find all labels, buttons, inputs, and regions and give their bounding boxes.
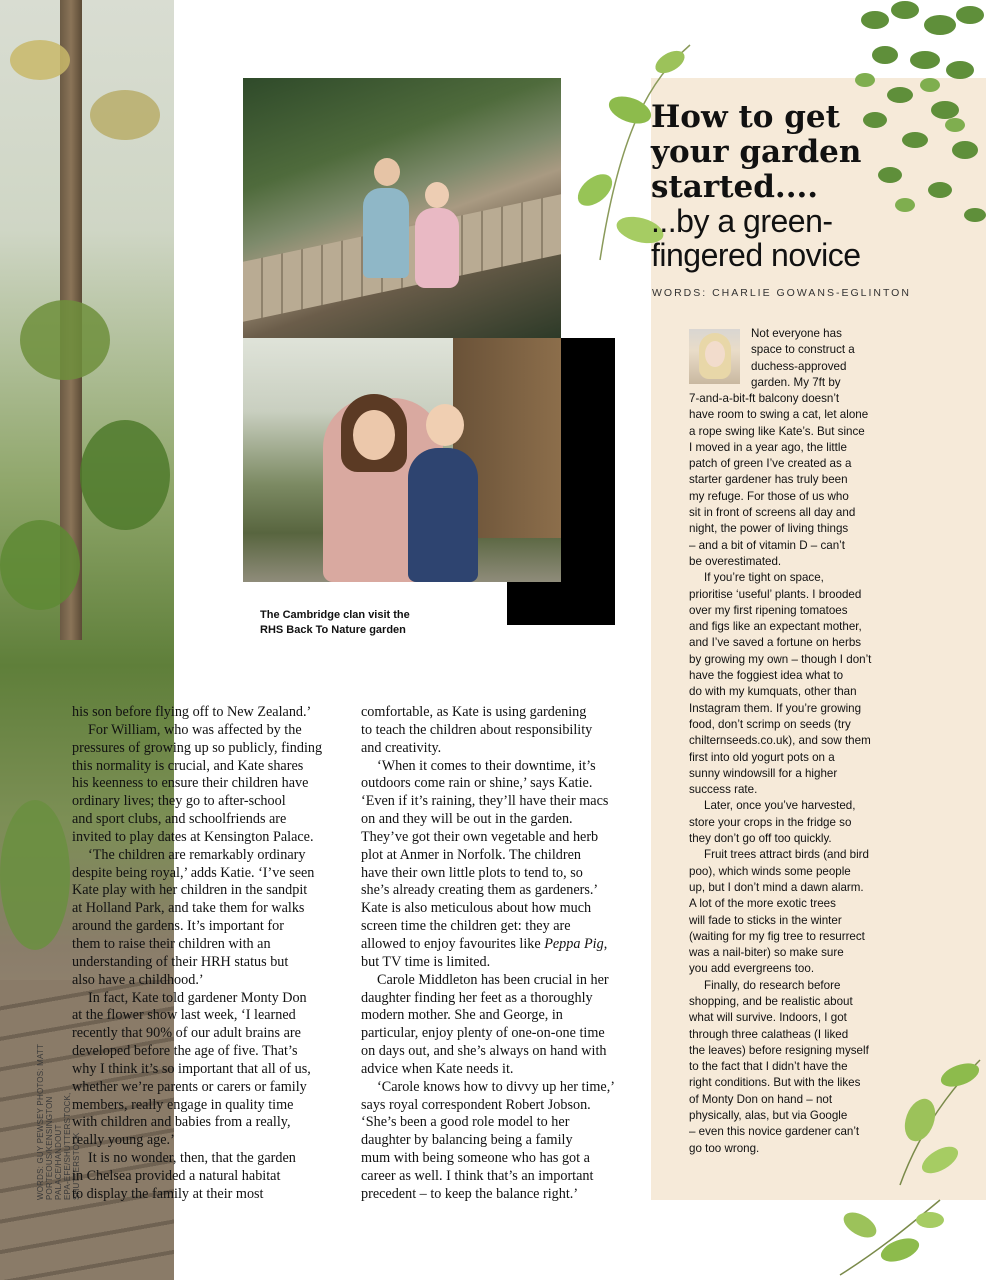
text-line: It is no wonder, then, that the garden [88, 1150, 296, 1167]
sidebar-body [689, 391, 899, 1157]
text-line: (waiting for my fig tree to resurrect [689, 929, 865, 943]
text-line: with children and babies from a really, [72, 1114, 291, 1131]
text-line: particular, enjoy plenty of one-on-one time [361, 1025, 605, 1042]
text-line: will fade to sticks in the winter [689, 913, 842, 927]
text-line: chilternseeds.co.uk), and sow them [689, 734, 871, 748]
text-line: really young age.’ [72, 1132, 175, 1149]
text-line: on and they will be out in the garden. [361, 811, 573, 828]
text-line: was a nail-biter) so make sure [689, 946, 844, 960]
text-line: ‘When it comes to their downtime, it’s [377, 757, 596, 774]
paragraph [72, 847, 354, 990]
headline-line: your garden [651, 134, 862, 170]
text-line: Kate play with her children in the sandpit [72, 882, 308, 899]
author-avatar [689, 329, 740, 384]
foliage [20, 300, 110, 380]
credit-line: PORTEOUS/KENSINGTON PALACE/HANDOUT [45, 1096, 63, 1200]
text-line: they don’t go off too quickly. [689, 832, 832, 846]
text-line: patch of green I’ve created as a [689, 457, 852, 471]
text-line: night, the power of living things [689, 522, 849, 536]
text-line: A lot of the more exotic trees [689, 897, 836, 911]
text-line: at the flower show last week, ‘I learned [72, 1007, 296, 1024]
text-line: advice when Kate needs it. [361, 1060, 514, 1077]
text-line: she’s already creating them as gardeners.’ [361, 882, 599, 899]
text-line: daughter finding her feet as a thoroughly [361, 989, 593, 1006]
paragraph [689, 798, 899, 847]
text-line: to teach the children about responsibility [361, 721, 593, 738]
foliage [0, 800, 70, 950]
text-line: and creativity. [361, 739, 442, 756]
text-line: at Holland Park, and take them for walks [72, 900, 305, 917]
text-line: you add evergreens too. [689, 962, 815, 976]
text-line: If you’re tight on space, [704, 571, 824, 585]
photo-children-boardwalk [243, 78, 561, 338]
text-line: They’ve got their own vegetable and herb [361, 828, 599, 845]
text-line: a rope swing like Kate’s. But since [689, 424, 865, 438]
paragraph [689, 391, 899, 570]
caption-line: RHS Back To Nature garden [260, 624, 406, 636]
text-line: understanding of their HRH status but [72, 953, 289, 970]
sidebar-line: space to construct a [751, 343, 855, 357]
article-column-1 [72, 704, 354, 1204]
text-line: store your crops in the fridge so [689, 815, 852, 829]
text-line: what will survive. Indoors, I got [689, 1011, 847, 1025]
child-figure [363, 188, 409, 278]
text-line: In fact, Kate told gardener Monty Don [88, 989, 307, 1006]
text-line: success rate. [689, 783, 758, 797]
text-line: and figs like an expectant mother, [689, 620, 862, 634]
text-line: go too wrong. [689, 1141, 760, 1155]
text-line: have the foggiest idea what to [689, 669, 844, 683]
text-line: in Chelsea provided a natural habitat [72, 1167, 281, 1184]
text-line: Finally, do research before [704, 978, 841, 992]
leaf-sprig-icon [830, 1195, 950, 1280]
text-line: ‘Even if it’s raining, they’ll have their macs [361, 793, 609, 810]
paragraph [72, 722, 354, 847]
sidebar-line: garden. My 7ft by [751, 375, 841, 389]
paragraph [689, 978, 899, 1157]
text-line: by growing my own – though I don’t [689, 652, 872, 666]
paragraph [72, 990, 354, 1151]
text-line: developed before the age of five. That’s [72, 1043, 298, 1060]
text-line: Kate is also meticulous about how much [361, 900, 592, 917]
text-line: Carole Middleton has been crucial in her [377, 971, 609, 988]
text-line: his keenness to ensure their children have [72, 775, 309, 792]
paragraph [361, 704, 643, 758]
text-line: sit in front of screens all day and [689, 506, 856, 520]
text-line: shopping, and be realistic about [689, 994, 853, 1008]
text-line: and I’ve saved a fortune on herbs [689, 636, 862, 650]
text-line: ‘The children are remarkably ordinary [88, 846, 306, 863]
text-line: modern mother. She and George, in [361, 1007, 563, 1024]
sidebar-headline [651, 100, 981, 205]
text-line: have room to swing a cat, let alone [689, 408, 869, 422]
text-line: screen time the children get: they are [361, 918, 571, 935]
caption-line: The Cambridge clan visit the [260, 609, 410, 621]
text-line: sunny windowsill for a higher [689, 766, 838, 780]
text-line: pressures of growing up so publicly, finding [72, 739, 323, 756]
text-line: them to raise their children with an [72, 935, 271, 952]
headline-line: How to get [651, 99, 840, 135]
text-line: allowed to enjoy favourites like Peppa Pig, [361, 935, 608, 952]
text-line: have their own little plots to tend to, so [361, 864, 583, 881]
text-line: For William, who was affected by the [88, 721, 302, 738]
text-line: right conditions. But with the likes [689, 1076, 861, 1090]
sidebar-subheadline [651, 204, 981, 272]
text-line: plot at Anmer in Norfolk. The children [361, 846, 581, 863]
paragraph [361, 758, 643, 972]
foliage [10, 40, 70, 80]
text-line: up, but I don’t mind a dawn alarm. [689, 880, 864, 894]
text-line: comfortable, as Kate is using gardening [361, 704, 587, 720]
text-line: his son before flying off to New Zealand.’ [72, 704, 312, 720]
text-line: starter gardener has truly been [689, 473, 848, 487]
photo-mother-baby [243, 338, 561, 582]
text-line: ‘Carole knows how to divvy up her time,’ [377, 1078, 615, 1095]
paragraph [689, 847, 899, 977]
text-line: over my first ripening tomatoes [689, 603, 848, 617]
text-line: – even this novice gardener can’t [689, 1125, 860, 1139]
sidebar-line: Not everyone has [751, 327, 842, 340]
text-line: daughter by balancing being a family [361, 1132, 573, 1149]
text-line: ordinary lives; they go to after-school [72, 793, 286, 810]
text-line: invited to play dates at Kensington Palace. [72, 828, 314, 845]
text-line: whether we’re parents or carers or family [72, 1078, 307, 1095]
text-line: this normality is crucial, and Kate shares [72, 757, 304, 774]
photo-caption [260, 608, 490, 638]
text-line: through three calatheas (I liked [689, 1027, 849, 1041]
credit-line: EPA-EFE/SHUTTERSTOCK, SHUTTERSTOCK [63, 1092, 81, 1200]
sidebar-line: duchess-approved [751, 359, 847, 373]
paragraph [361, 972, 643, 1079]
subheadline-line: ...by a green- [651, 203, 833, 239]
text-line: members, really engage in quality time [72, 1096, 294, 1113]
foliage [80, 420, 170, 530]
paragraph [72, 704, 354, 722]
text-line: mum with being someone who has got a [361, 1150, 590, 1167]
text-line: to display the family at their most [72, 1185, 264, 1202]
text-line: also have a childhood.’ [72, 971, 204, 988]
text-line: career as well. I think that’s an important [361, 1167, 594, 1184]
sidebar-intro [751, 326, 891, 391]
foliage [90, 90, 160, 140]
text-line: of Monty Don on hand – not [689, 1092, 833, 1106]
text-line: I moved in a year ago, the little [689, 440, 847, 454]
headline-line: started.... [651, 169, 819, 205]
text-line: poo), which winds some people [689, 864, 851, 878]
paragraph [361, 1079, 643, 1204]
text-line: 7-and-a-bit-ft balcony doesn’t [689, 392, 840, 405]
text-line: ‘She’s been a good role model to her [361, 1114, 570, 1131]
text-line: do with my kumquats, other than [689, 685, 857, 699]
paragraph [72, 1150, 354, 1204]
text-line: but TV time is limited. [361, 953, 491, 970]
text-line: prioritise ‘useful’ plants. I brooded [689, 587, 862, 601]
credit-line: WORDS: GUY PEWSEY PHOTOS: MATT [36, 1043, 45, 1200]
text-line: my refuge. For those of us who [689, 489, 849, 503]
text-line: and sport clubs, and schoolfriends are [72, 811, 287, 828]
text-line: Instagram them. If you’re growing [689, 701, 862, 715]
text-line: food, don’t scrimp on seeds (try [689, 717, 851, 731]
text-line: says royal correspondent Robert Jobson. [361, 1096, 591, 1113]
subheadline-line: fingered novice [651, 237, 861, 273]
text-line: why I think it’s so important that all of us, [72, 1060, 311, 1077]
text-line: to the fact that I didn’t have the [689, 1060, 848, 1074]
foliage [0, 520, 80, 610]
text-line: – and a bit of vitamin D – can’t [689, 538, 845, 552]
byline: WORDS: CHARLIE GOWANS-EGLINTON [652, 287, 911, 299]
text-line: Fruit trees attract birds (and bird [704, 848, 869, 862]
text-line: recently that 90% of our adult brains are [72, 1025, 301, 1042]
text-line: on days out, and she’s always on hand with [361, 1043, 607, 1060]
text-line: the leaves) before resigning myself [689, 1043, 869, 1057]
text-line: precedent – to keep the balance right.’ [361, 1185, 579, 1202]
text-line: outdoors come rain or shine,’ says Katie. [361, 775, 593, 792]
paragraph [689, 570, 899, 798]
article-column-2 [361, 704, 643, 1204]
text-line: first into old yogurt pots on a [689, 750, 835, 764]
baby-figure [408, 448, 478, 582]
text-line: Later, once you’ve harvested, [704, 799, 856, 813]
text-line: despite being royal,’ adds Katie. ‘I’ve seen [72, 864, 315, 881]
text-line: be overestimated. [689, 554, 782, 568]
child-figure [415, 208, 459, 288]
text-line: physically, alas, but via Google [689, 1109, 848, 1123]
text-line: around the gardens. It’s important for [72, 918, 284, 935]
